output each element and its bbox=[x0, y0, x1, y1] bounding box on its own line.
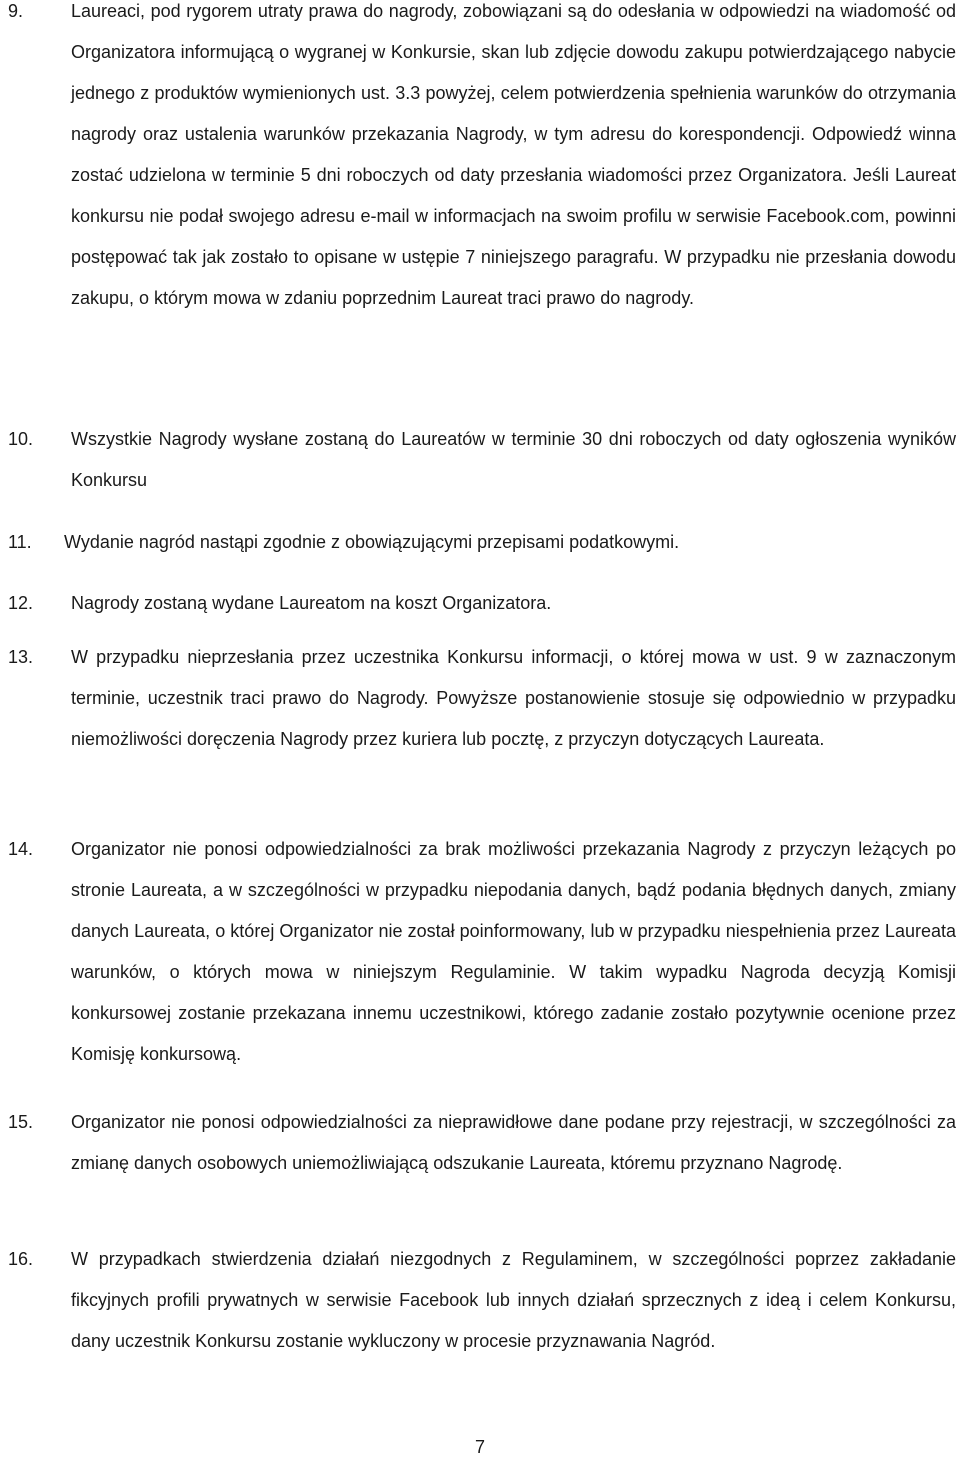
item-text: W przypadkach stwierdzenia działań niezgodnych z Regulaminem, w szczególności poprzez zakładanie fikcyjnych profili prywatnych w serwisie Facebook lub innych działań sprzecznych z ideą i celem Konkursu, dany uczestnik Konkursu zostanie wykluczony w procesie przyznawania Nagród. bbox=[71, 1249, 956, 1351]
item-text: Wydanie nagród nastąpi zgodnie z obowiązującymi przepisami podatkowymi. bbox=[64, 532, 680, 552]
item-text: Wszystkie Nagrody wysłane zostaną do Laureatów w terminie 30 dni roboczych od daty ogłoszenia wyników Konkursu bbox=[71, 429, 956, 490]
item-number: 10. bbox=[8, 429, 34, 449]
item-number: 11. bbox=[8, 532, 32, 552]
item-number: 15. bbox=[8, 1112, 34, 1132]
item-text: W przypadku nieprzesłania przez uczestnika Konkursu informacji, o której mowa w ust. 9 w zaznaczonym terminie, uczestnik traci prawo do Nagrody. Powyższe postanowienie stosuje się odpowiednio w przypadku niemożliwości doręczenia Nagrody przez kuriera lub pocztę, z przyczyn dotyczących Laureata. bbox=[71, 647, 956, 749]
item-number: 12. bbox=[8, 593, 34, 613]
item-text: Laureaci, pod rygorem utraty prawa do nagrody, zobowiązani są do odesłania w odpowiedzi na wiadomość od Organizatora informującą o wygranej w Konkursie, skan lub zdjęcie dowodu zakupu potwierdzającego nabycie jednego z produktów wymienionych ust. 3.3 powyżej, celem potwierdzenia spełnienia warunków do otrzymania nagrody oraz ustalenia warunków przekazania Nagrody, w tym adresu do korespondencji. Odpowiedź winna zostać udzielona w terminie 5 dni roboczych od daty przesłania wiadomości przez Organizatora. Jeśli Laureat konkursu nie podał swojego adresu e-mail w informacjach na swoim profilu w serwisie Facebook.com, powinni postępować tak jak zostało to opisane w ustępie 7 niniejszego paragrafu. W przypadku nie przesłania dowodu zakupu, o którym mowa w zdaniu poprzednim Laureat traci prawo do nagrody. bbox=[71, 1, 956, 308]
page-number: 7 bbox=[474, 1437, 485, 1457]
item-number: 14. bbox=[8, 839, 34, 859]
item-number: 13. bbox=[8, 647, 34, 667]
item-number: 16. bbox=[8, 1249, 34, 1269]
item-text: Organizator nie ponosi odpowiedzialności za nieprawidłowe dane podane przy rejestracji, w szczególności za zmianę danych osobowych uniemożliwiającą odszukanie Laureata, któremu przyznano Nagrodę. bbox=[71, 1112, 956, 1173]
item-text: Nagrody zostaną wydane Laureatom na koszt Organizatora. bbox=[71, 593, 552, 613]
item-text: Organizator nie ponosi odpowiedzialności za brak możliwości przekazania Nagrody z przyczyn leżących po stronie Laureata, a w szczególności w przypadku niepodania danych, bądź podania błędnych danych, zmiany danych Laureata, o której Organizator nie został poinformowany, lub w przypadku niespełnienia przez Laureata warunków, o których mowa w niniejszym Regulaminie. W takim wypadku Nagroda decyzją Komisji konkursowej zostanie przekazana innemu uczestnikowi, którego zadanie zostało pozytywnie ocenione przez Komisję konkursową. bbox=[71, 839, 956, 1064]
item-number: 9. bbox=[8, 1, 24, 21]
